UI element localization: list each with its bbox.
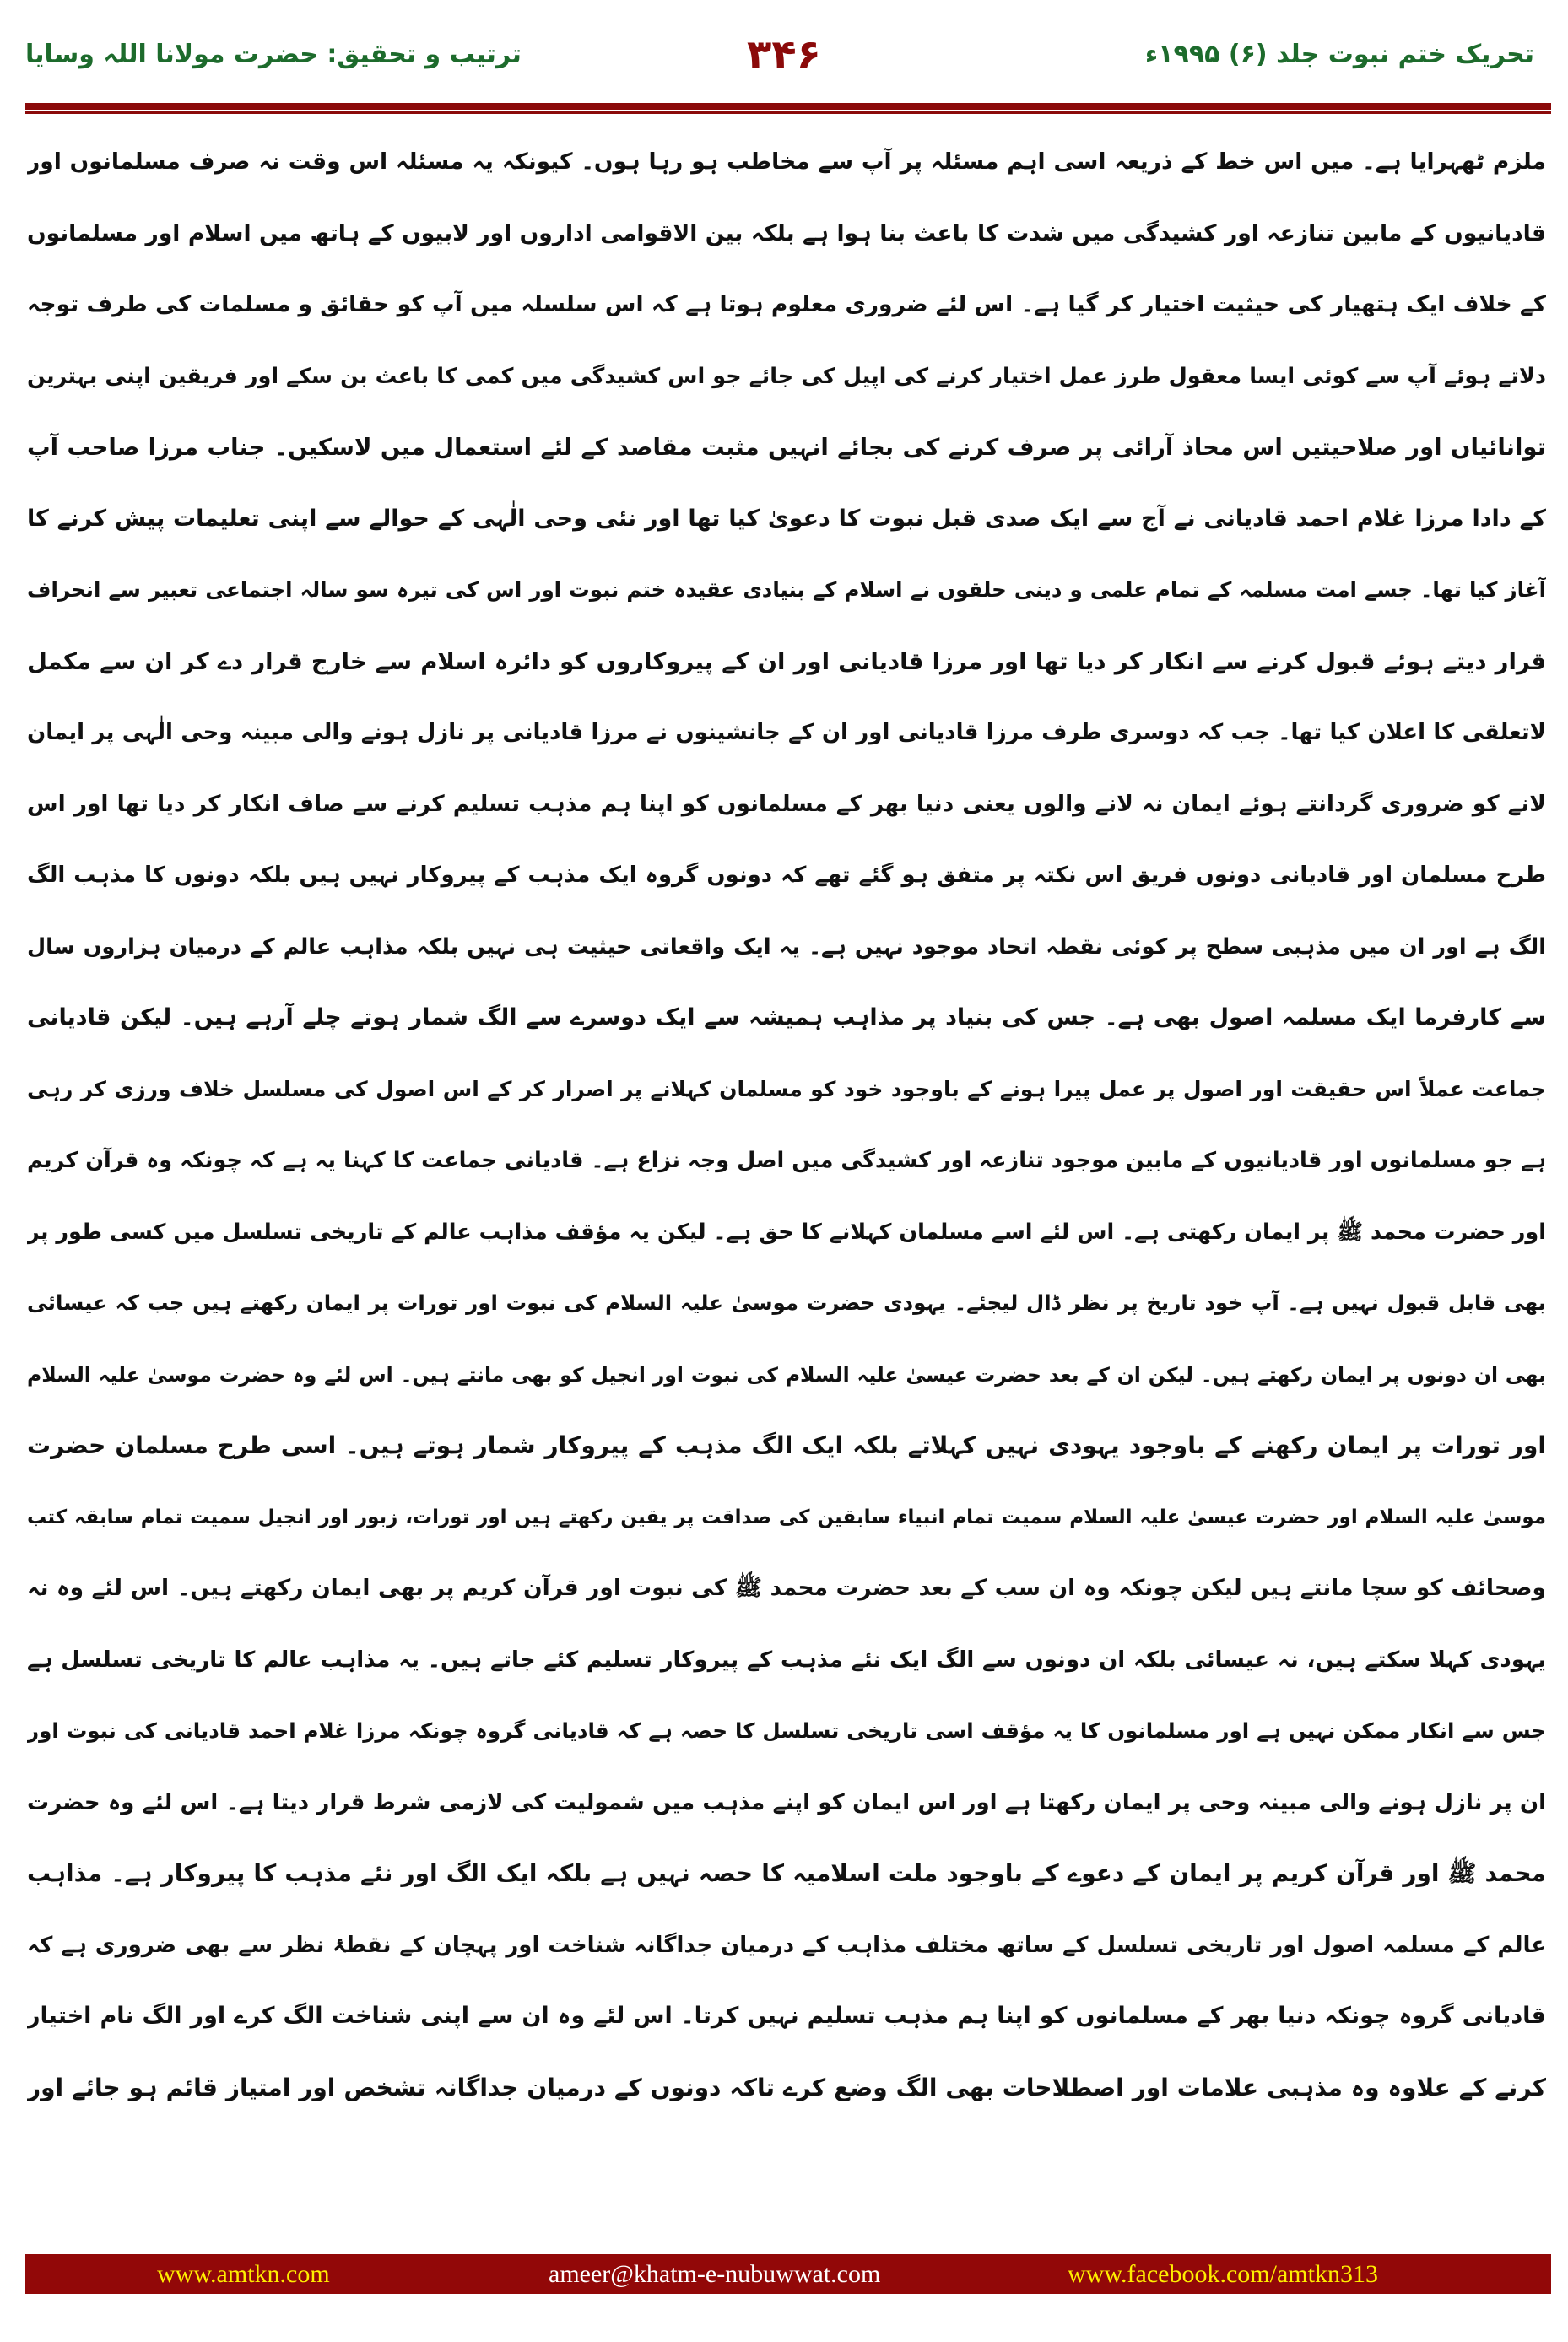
text-line: یہودی کہلا سکتے ہیں، نہ عیسائی بلکہ ان دونوں سے الگ ایک نئے مذہب کے پیروکار تسلیم کئے جاتے ہیں۔ یہ مذاہب عالم کا تاریخی تسلسل ہے — [27, 1647, 1546, 1673]
text-line: دلاتے ہوئے آپ سے کوئی ایسا معقول طرز عمل اختیار کرنے کی اپیل کی جائے جو اس کشیدگی میں کمی کا باعث بن سکے اور فریقین اپنی بہترین — [27, 363, 1546, 389]
book-title: تحریک ختم نبوت جلد (۶) ۱۹۹۵ء — [1144, 40, 1534, 69]
text-line: ہے جو مسلمانوں اور قادیانیوں کے مابین موجود تنازعہ اور کشیدگی میں اصل وجہ نزاع ہے۔ قادیانی جماعت کا کہنا یہ ہے کہ چونکہ وہ قرآن کریم — [27, 1148, 1546, 1173]
website-link[interactable]: www.amtkn.com — [157, 2259, 330, 2288]
footer-bar — [25, 2254, 1551, 2294]
text-line: قرار دیتے ہوئے قبول کرنے سے انکار کر دیا تھا اور مرزا قادیانی اور ان کے پیروکاروں کو دائرہ اسلام سے خارج قرار دے کر ان سے مکمل — [27, 647, 1546, 675]
text-line: قادیانی گروہ چونکہ دنیا بھر کے مسلمانوں کو اپنا ہم مذہب تسلیم نہیں کرتا۔ اس لئے وہ ان سے اپنی شناخت الگ کرے اور الگ نام اختیار — [27, 2003, 1546, 2029]
compiler-credit: ترتیب و تحقیق: حضرت مولانا اللہ وسایا — [25, 40, 522, 69]
email-link[interactable]: ameer@khatm-e-nubuwwat.com — [549, 2259, 881, 2288]
text-line: کے دادا مرزا غلام احمد قادیانی نے آج سے ایک صدی قبل نبوت کا دعویٰ کیا تھا اور نئی وحی الٰہی کے حوالے سے اپنی تعلیمات پیش کرنے کا — [27, 505, 1546, 532]
page-number: ۳۴۶ — [747, 31, 821, 78]
text-line: ملزم ٹھہرایا ہے۔ میں اس خط کے ذریعہ اسی اہم مسئلہ پر آپ سے مخاطب ہو رہا ہوں۔ کیونکہ یہ مسئلہ اس وقت نہ صرف مسلمانوں اور — [27, 149, 1546, 175]
text-line: اور تورات پر ایمان رکھنے کے باوجود یہودی نہیں کہلاتے بلکہ ایک الگ مذہب کے پیروکار شمار ہوتے ہیں۔ اسی طرح مسلمان حضرت — [27, 1431, 1546, 1459]
text-line: موسیٰ علیہ السلام اور حضرت عیسیٰ علیہ السلام سمیت تمام انبیاء سابقین کی صداقت پر یقین رکھتے ہیں اور تورات، زبور اور انجیل سمیت تمام سابقہ کتب — [27, 1506, 1546, 1528]
text-line: جماعت عملاً اس حقیقت اور اصول پر عمل پیرا ہونے کے باوجود خود کو مسلمان کہلانے پر اصرار کر کے اس اصول کی مسلسل خلاف ورزی کر رہی — [27, 1076, 1546, 1101]
text-line: بھی ان دونوں پر ایمان رکھتے ہیں۔ لیکن ان کے بعد حضرت عیسیٰ علیہ السلام کی نبوت اور انجیل کو بھی مانتے ہیں۔ اس لئے وہ حضرت موسیٰ علیہ السلام — [27, 1362, 1546, 1387]
text-line: عالم کے مسلمہ اصول اور تاریخی تسلسل کے ساتھ مختلف مذاہب کے درمیان جداگانہ شناخت اور پہچان کے نقطۂ نظر سے بھی ضروری ہے کہ — [27, 1932, 1546, 1958]
facebook-link[interactable]: www.facebook.com/amtkn313 — [1068, 2259, 1378, 2288]
text-line: آغاز کیا تھا۔ جسے امت مسلمہ کے تمام علمی و دینی حلقوں نے اسلام کے بنیادی عقیدہ ختم نبوت اور اس کی تیرہ سو سالہ اجتماعی تعبیر سے انحراف — [27, 577, 1546, 602]
text-line: جس سے انکار ممکن نہیں ہے اور مسلمانوں کا یہ مؤقف اسی تاریخی تسلسل کا حصہ ہے کہ قادیانی گروہ چونکہ مرزا غلام احمد قادیانی کی نبوت اور — [27, 1718, 1546, 1743]
page-body-text — [27, 127, 1546, 2123]
text-line: قادیانیوں کے مابین تنازعہ اور کشیدگی میں شدت کا باعث بنا ہوا ہے بلکہ بین الاقوامی اداروں اور لابیوں کے ہاتھ میں اسلام اور مسلمانوں — [27, 219, 1546, 246]
text-line: محمد ﷺ اور قرآن کریم پر ایمان کے دعوے کے باوجود ملت اسلامیہ کا حصہ نہیں ہے بلکہ ایک الگ اور نئے مذہب کا پیروکار ہے۔ مذاہب — [27, 1859, 1546, 1887]
header-rule-thick — [25, 103, 1551, 110]
header-rule-thin — [25, 111, 1551, 114]
text-line: سے کارفرما ایک مسلمہ اصول بھی ہے۔ جس کی بنیاد پر مذاہب ہمیشہ سے ایک دوسرے سے الگ شمار ہوتے چلے آرہے ہیں۔ لیکن قادیانی — [27, 1004, 1546, 1030]
text-line: بھی قابل قبول نہیں ہے۔ آپ خود تاریخ پر نظر ڈال لیجئے۔ یہودی حضرت موسیٰ علیہ السلام کی نبوت اور تورات پر ایمان رکھتے ہیں جب کہ عیسائی — [27, 1290, 1546, 1315]
text-line: اور حضرت محمد ﷺ پر ایمان رکھتی ہے۔ اس لئے اسے مسلمان کہلانے کا حق ہے۔ لیکن یہ مؤقف مذاہب عالم کے تاریخی تسلسل میں کسی طور پر — [27, 1219, 1546, 1245]
text-line: توانائیاں اور صلاحیتیں اس محاذ آرائی پر صرف کرنے کی بجائے انہیں مثبت مقاصد کے لئے استعمال میں لاسکیں۔ جناب مرزا صاحب آپ — [27, 434, 1546, 461]
text-line: کرنے کے علاوہ وہ مذہبی علامات اور اصطلاحات بھی الگ وضع کرے تاکہ دونوں کے درمیان جداگانہ تشخص اور امتیاز قائم ہو جائے اور — [27, 2073, 1546, 2101]
text-line: طرح مسلمان اور قادیانی دونوں فریق اس نکتہ پر متفق ہو گئے تھے کہ دونوں گروہ ایک مذہب کے پیروکار نہیں ہیں بلکہ دونوں کا مذہب الگ — [27, 863, 1546, 888]
text-line: وصحائف کو سچا مانتے ہیں لیکن چونکہ وہ ان سب کے بعد حضرت محمد ﷺ کی نبوت اور قرآن کریم پر بھی ایمان رکھتے ہیں۔ اس لئے وہ نہ — [27, 1575, 1546, 1601]
text-line: لاتعلقی کا اعلان کیا تھا۔ جب کہ دوسری طرف مرزا قادیانی اور ان کے جانشینوں نے مرزا قادیانی پر نازل ہونے والی مبینہ وحی الٰہی پر ایمان — [27, 720, 1546, 745]
text-line: الگ ہے اور ان میں مذہبی سطح پر کوئی نقطہ اتحاد موجود نہیں ہے۔ یہ ایک واقعاتی حیثیت ہی نہیں بلکہ مذاہب عالم کے درمیان ہزاروں سال — [27, 933, 1546, 960]
text-line: ان پر نازل ہونے والی مبینہ وحی پر ایمان رکھتا ہے اور اس ایمان کو اپنے مذہب میں شمولیت کی لازمی شرط قرار دیتا ہے۔ اس لئے وہ حضرت — [27, 1789, 1546, 1815]
text-line: لانے کو ضروری گردانتے ہوئے ایمان نہ لانے والوں یعنی دنیا بھر کے مسلمانوں کو اپنا ہم مذہب تسلیم کرنے سے صاف انکار کر دیا تھا اور اس — [27, 790, 1546, 817]
text-line: کے خلاف ایک ہتھیار کی حیثیت اختیار کر گیا ہے۔ اس لئے ضروری معلوم ہوتا ہے کہ اس سلسلہ میں آپ کو حقائق و مسلمات کی طرف توجہ — [27, 291, 1546, 317]
